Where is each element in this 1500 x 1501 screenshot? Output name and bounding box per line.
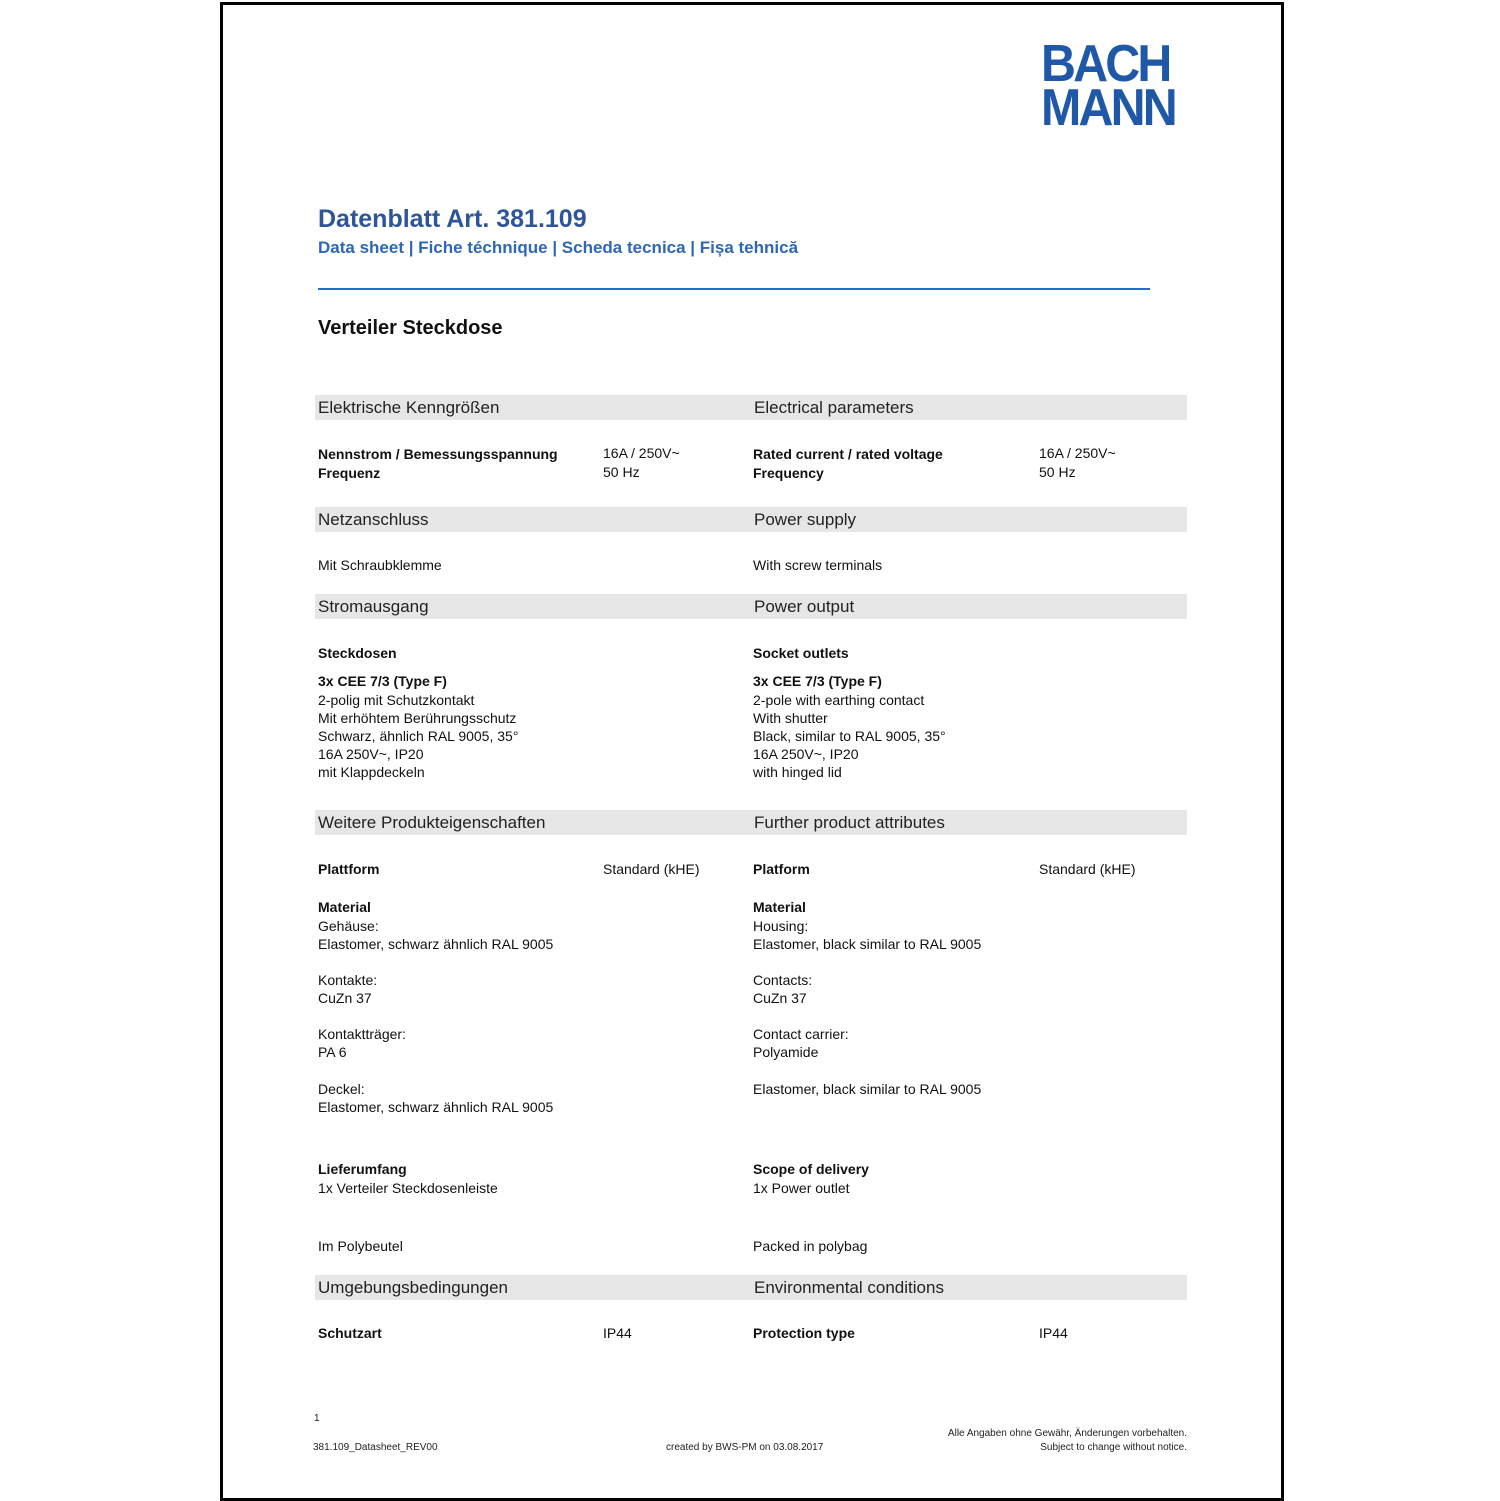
- section-title-de: Umgebungsbedingungen: [318, 1278, 508, 1297]
- bachmann-logo: [1041, 35, 1181, 137]
- rated-current-value-de: 16A / 250V~: [603, 445, 680, 461]
- carrier-value-de: PA 6: [318, 1044, 347, 1060]
- section-title-en: Further product attributes: [754, 813, 945, 832]
- footer-disclaimer-en: Subject to change without notice.: [1040, 1442, 1187, 1453]
- header-divider: [318, 288, 1150, 290]
- protection-label-de: Schutzart: [318, 1325, 382, 1341]
- housing-value-de: Elastomer, schwarz ähnlich RAL 9005: [318, 936, 554, 952]
- frequency-label-de: Frequenz: [318, 465, 381, 481]
- socket-spec-line-de: 16A 250V~, IP20: [318, 746, 424, 762]
- logo-line-1: BACH: [1041, 35, 1170, 93]
- platform-label-de: Plattform: [318, 861, 380, 877]
- footer-disclaimer-de: Alle Angaben ohne Gewähr, Änderungen vorbehalten.: [947, 1428, 1187, 1439]
- footer-filename: 381.109_Datasheet_REV00: [313, 1442, 438, 1453]
- section-title-de: Stromausgang: [318, 597, 429, 616]
- socket-type-en: 3x CEE 7/3 (Type F): [753, 673, 882, 689]
- socket-spec-line-en: With shutter: [753, 710, 828, 726]
- protection-label-en: Protection type: [753, 1325, 855, 1341]
- platform-value-de: Standard (kHE): [603, 861, 700, 877]
- platform-label-en: Platform: [753, 861, 810, 877]
- section-title-de: Weitere Produkteigenschaften: [318, 813, 546, 832]
- socket-spec-line-en: 16A 250V~, IP20: [753, 746, 859, 762]
- socket-spec-line-de: Mit erhöhtem Berührungsschutz: [318, 710, 517, 726]
- lid-value-de: Elastomer, schwarz ähnlich RAL 9005: [318, 1099, 554, 1115]
- section-title-en: Environmental conditions: [754, 1278, 944, 1297]
- delivery-value-de: 1x Verteiler Steckdosenleiste: [318, 1180, 498, 1196]
- rated-current-value-en: 16A / 250V~: [1039, 445, 1116, 461]
- page-number: 1: [314, 1413, 320, 1424]
- rated-current-label-de: Nennstrom / Bemessungsspannung: [318, 446, 558, 462]
- housing-label-de: Gehäuse:: [318, 918, 379, 934]
- socket-spec-line-en: Black, similar to RAL 9005, 35°: [753, 728, 946, 744]
- section-band-attributes: [315, 810, 1187, 835]
- socket-spec-line-de: mit Klappdeckeln: [318, 764, 425, 780]
- frequency-label-en: Frequency: [753, 465, 824, 481]
- frequency-value-de: 50 Hz: [603, 464, 640, 480]
- document-title: Datenblatt Art. 381.109: [318, 205, 587, 233]
- delivery-label-en: Scope of delivery: [753, 1161, 869, 1177]
- protection-value-en: IP44: [1039, 1325, 1068, 1341]
- housing-label-en: Housing:: [753, 918, 809, 934]
- sockets-heading-en: Socket outlets: [753, 645, 849, 661]
- carrier-label-en: Contact carrier:: [753, 1026, 849, 1042]
- section-title-en: Power output: [754, 597, 855, 616]
- product-name: Verteiler Steckdose: [318, 317, 503, 339]
- delivery-value-en: 1x Power outlet: [753, 1180, 850, 1196]
- packaging-de: Im Polybeutel: [318, 1238, 403, 1254]
- delivery-label-de: Lieferumfang: [318, 1161, 407, 1177]
- sockets-heading-de: Steckdosen: [318, 645, 397, 661]
- packaging-en: Packed in polybag: [753, 1238, 868, 1254]
- platform-value-en: Standard (kHE): [1039, 861, 1136, 877]
- socket-type-de: 3x CEE 7/3 (Type F): [318, 673, 447, 689]
- contacts-value-de: CuZn 37: [318, 990, 372, 1006]
- supply-text-en: With screw terminals: [753, 557, 883, 573]
- footer-created: created by BWS-PM on 03.08.2017: [666, 1442, 824, 1453]
- socket-spec-line-de: 2-polig mit Schutzkontakt: [318, 692, 475, 708]
- section-band-electrical: [315, 395, 1187, 420]
- carrier-value-en: Polyamide: [753, 1044, 819, 1060]
- section-title-en: Electrical parameters: [754, 398, 914, 417]
- contacts-value-en: CuZn 37: [753, 990, 807, 1006]
- lid-label-de: Deckel:: [318, 1081, 365, 1097]
- frequency-value-en: 50 Hz: [1039, 464, 1076, 480]
- section-band-output: [315, 594, 1187, 619]
- material-label-de: Material: [318, 899, 371, 915]
- housing-value-en: Elastomer, black similar to RAL 9005: [753, 936, 982, 952]
- contacts-label-en: Contacts:: [753, 972, 813, 988]
- carrier-label-de: Kontaktträger:: [318, 1026, 406, 1042]
- socket-spec-line-en: with hinged lid: [753, 764, 842, 780]
- supply-text-de: Mit Schraubklemme: [318, 557, 442, 573]
- protection-value-de: IP44: [603, 1325, 632, 1341]
- socket-spec-line-en: 2-pole with earthing contact: [753, 692, 925, 708]
- document-subtitle: Data sheet | Fiche téchnique | Scheda tecnica | Fișa tehnică: [318, 238, 799, 257]
- section-band-environment: [315, 1275, 1187, 1300]
- socket-spec-line-de: Schwarz, ähnlich RAL 9005, 35°: [318, 728, 519, 744]
- section-title-en: Power supply: [754, 510, 857, 529]
- section-title-de: Elektrische Kenngrößen: [318, 398, 500, 417]
- lid-value-en: Elastomer, black similar to RAL 9005: [753, 1081, 982, 1097]
- logo-line-2: MANN: [1041, 79, 1175, 137]
- rated-current-label-en: Rated current / rated voltage: [753, 446, 943, 462]
- material-label-en: Material: [753, 899, 806, 915]
- section-band-supply: [315, 507, 1187, 532]
- contacts-label-de: Kontakte:: [318, 972, 378, 988]
- section-title-de: Netzanschluss: [318, 510, 429, 529]
